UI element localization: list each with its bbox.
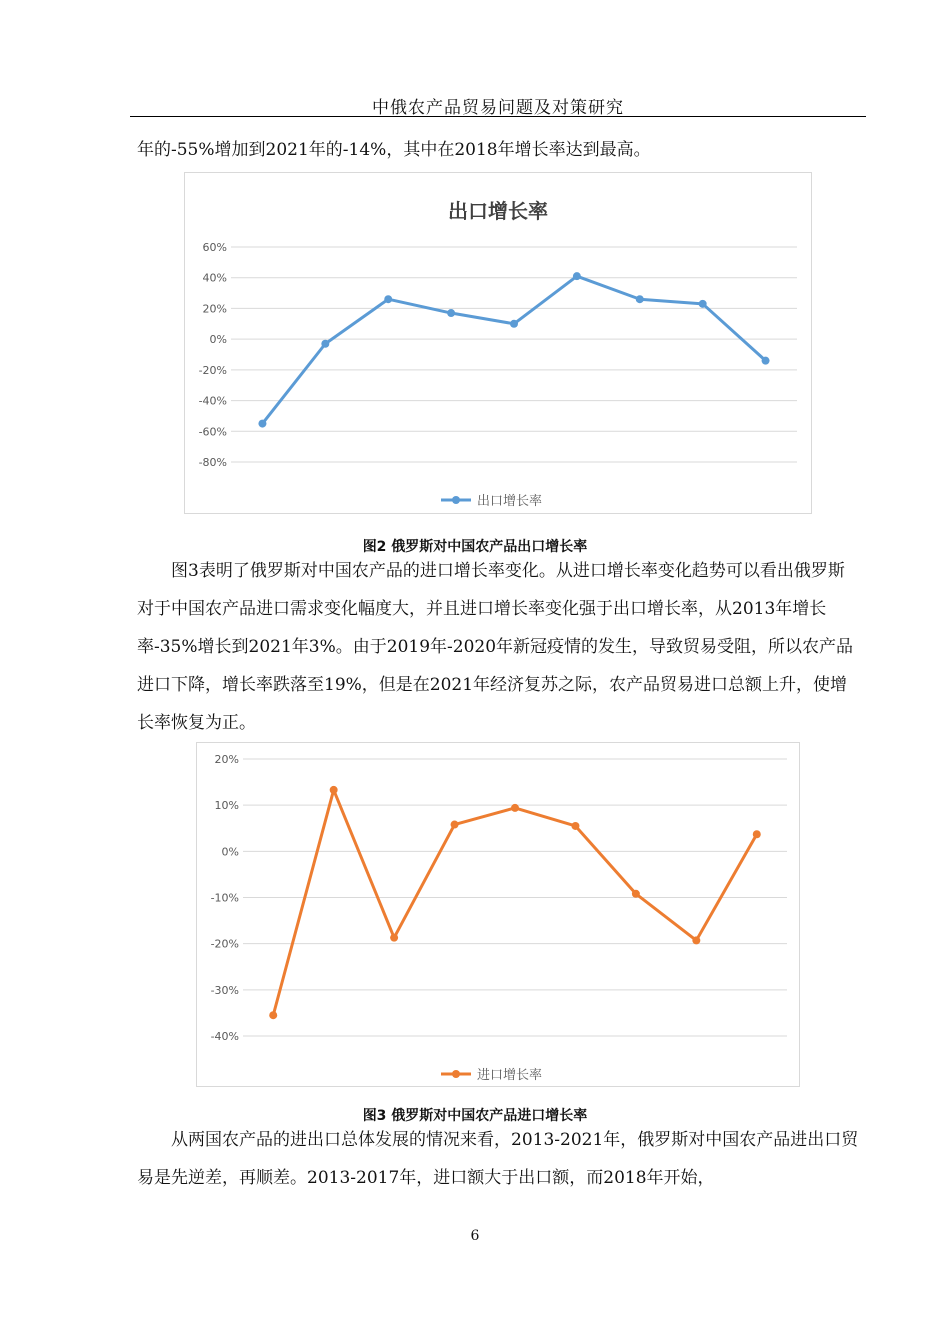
series-line [262, 276, 765, 423]
data-point [510, 320, 518, 328]
import-growth-chart [196, 742, 800, 1087]
data-point [451, 821, 459, 829]
data-point [636, 295, 644, 303]
y-tick-label: -10% [210, 891, 239, 905]
y-tick-label: -80% [198, 456, 227, 469]
header-rule [130, 116, 866, 117]
legend-marker [452, 1070, 460, 1078]
y-tick-label: -30% [210, 983, 239, 997]
export-growth-chart-svg [185, 173, 811, 513]
y-tick-label: 20% [202, 302, 227, 316]
y-tick-label: 60% [202, 241, 227, 254]
y-tick-label: -40% [198, 394, 227, 408]
data-point [511, 804, 519, 812]
data-point [571, 822, 579, 830]
figure-3-caption: 图3 俄罗斯对中国农产品进口增长率 [362, 1108, 588, 1124]
data-point [762, 357, 770, 365]
y-tick-label: 0% [209, 333, 227, 347]
y-tick-label: 10% [214, 799, 239, 813]
chart-title: 出口增长率 [448, 199, 548, 223]
y-tick-label: 20% [214, 753, 239, 766]
paragraph-2: 图3表明了俄罗斯对中国农产品的进口增长率变化。从进口增长率变化趋势可以看出俄罗斯对于中国农产品进口需求变化幅度大，并且进口增长率变化强于出口增长率，从2013年增长率-35%增长到2021年3%。由于2019年-2020年新冠疫情的发生，导致贸易受阻，所以农产品进口下降，增长率跌落至19%，但是在2021年经济复苏之际，农产品贸易进口总额上升，使增长率恢复为正。 [137, 561, 854, 733]
legend-label: 出口增长率 [477, 494, 543, 509]
data-point [390, 934, 398, 942]
data-point [632, 890, 640, 898]
paragraph-3: 从两国农产品的进出口总体发展的情况来看，2013-2021年，俄罗斯对中国农产品进出口贸易是先逆差，再顺差。2013-2017年，进口额大于出口额，而2018年开始， [137, 1130, 859, 1188]
y-tick-label: 0% [221, 845, 239, 859]
data-point [692, 936, 700, 944]
legend-marker [452, 496, 460, 504]
data-point [699, 300, 707, 308]
data-point [447, 309, 455, 317]
legend-label: 进口增长率 [477, 1068, 543, 1083]
data-point [269, 1011, 277, 1019]
series-line [273, 790, 757, 1015]
data-point [753, 830, 761, 838]
export-growth-chart [184, 172, 812, 514]
page-number: 6 [470, 1228, 480, 1244]
y-tick-label: -20% [198, 363, 227, 377]
y-tick-label: 40% [202, 271, 227, 285]
data-point [330, 786, 338, 794]
data-point [321, 340, 329, 348]
running-header: 中俄农产品贸易问题及对策研究 [372, 98, 624, 118]
y-tick-label: -60% [198, 425, 227, 439]
data-point [573, 272, 581, 280]
y-tick-label: -20% [210, 937, 239, 951]
data-point [384, 295, 392, 303]
paragraph-1: 年的-55%增加到2021年的-14%，其中在2018年增长率达到最高。 [137, 140, 651, 160]
figure-2-caption: 图2 俄罗斯对中国农产品出口增长率 [362, 539, 588, 555]
y-tick-label: -40% [210, 1030, 239, 1043]
data-point [258, 420, 266, 428]
import-growth-chart-svg [197, 743, 799, 1086]
